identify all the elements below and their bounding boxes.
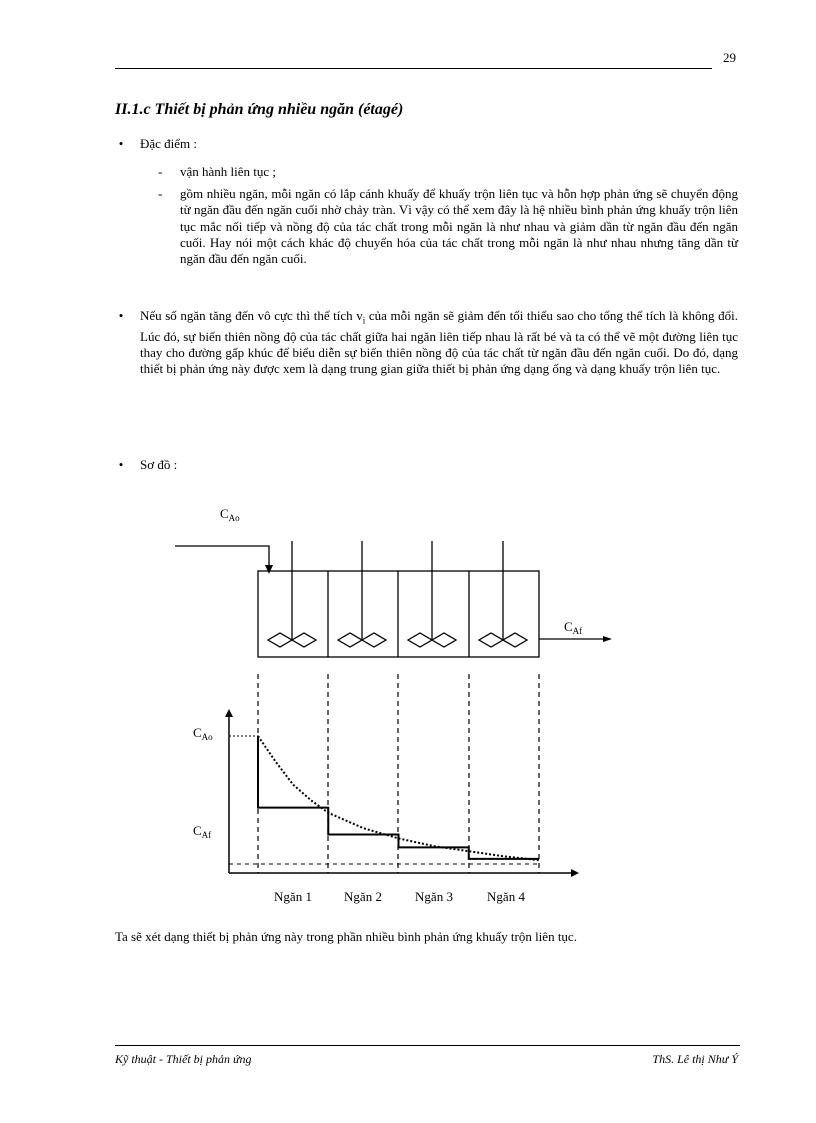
- section-title: II.1.c Thiết bị phản ứng nhiều ngăn (étagé): [115, 101, 404, 118]
- dash-icon: -: [158, 186, 163, 201]
- impeller-icon: [292, 633, 316, 647]
- stirrer-3: [408, 541, 456, 647]
- inlet-label: $C_{Ao}$: [220, 506, 240, 523]
- impeller-icon: [432, 633, 456, 647]
- inlet-pipe: [175, 546, 269, 572]
- compartment-label-1: Ngăn 1: [274, 889, 312, 904]
- stirrer-4: [479, 541, 527, 647]
- bullet-icon: •: [118, 308, 124, 323]
- y-label-caf: $C_{Af}$: [193, 823, 212, 840]
- y-label-cao: $C_{Ao}$: [193, 725, 213, 742]
- diagram-heading: Sơ đồ :: [140, 457, 178, 472]
- impeller-icon: [479, 633, 503, 647]
- footer-right: ThS. Lê thị Như Ý: [652, 1052, 738, 1066]
- infinite-paragraph: Nếu số ngăn tăng đến vô cực thì thể tích $v_i$ của mỗi ngăn sẽ giảm đến tối thiểu sao cho tổng thể tích là không đổi. Lúc đó, sự biến thiên nồng độ của tác chất giữa hai ngăn liên tiếp nhau là rất bé và ta có thể vẽ một đường liên tục thay cho đường gấp khúc để biểu diễn sự biến thiên nồng độ của tác chất từ ngăn đầu đến ngăn cuối. Do đó, dạng thiết bị phản ứng này được xem là dạng trung gian giữa thiết bị phản ứng dạng ống và dạng khuấy trộn liên tục.: [140, 308, 738, 377]
- feature-item-1: vận hành liên tục ;: [180, 164, 277, 179]
- outlet-label: $C_{Af}$: [564, 619, 583, 636]
- impeller-icon: [362, 633, 386, 647]
- impeller-icon: [408, 633, 432, 647]
- compartment-label-4: Ngăn 4: [487, 889, 525, 904]
- footer-rule: [115, 1045, 740, 1046]
- outlet-arrow-icon: [603, 636, 612, 642]
- compartment-label-2: Ngăn 2: [344, 889, 382, 904]
- stirrer-2: [338, 541, 386, 647]
- footer-left: Kỹ thuật - Thiết bị phản ứng: [115, 1052, 252, 1066]
- impeller-icon: [338, 633, 362, 647]
- inlet-arrow-icon: [265, 565, 273, 574]
- staircase-concentration-curve: [258, 736, 539, 859]
- bullet-icon: •: [118, 457, 124, 472]
- closing-text: Ta sẽ xét dạng thiết bị phản ứng này trong phần nhiều bình phản ứng khuấy trộn liên tục.: [115, 929, 577, 944]
- compartment-label-3: Ngăn 3: [415, 889, 453, 904]
- features-heading: Đặc điểm :: [140, 136, 198, 151]
- dash-icon: -: [158, 164, 163, 179]
- y-axis-arrow-icon: [225, 709, 233, 717]
- page-number: 29: [723, 50, 736, 65]
- impeller-icon: [503, 633, 527, 647]
- feature-item-2: gồm nhiều ngăn, mỗi ngăn có lắp cánh khuấy để khuấy trộn liên tục và hỗn hợp phản ứng sẽ chuyển động từ ngăn đầu đến ngăn cuối nhờ chảy tràn. Vì vậy có thể xem đây là hệ nhiều bình phản ứng khuấy trộn liên tục mắc nối tiếp và nồng độ của tác chất trong mỗi ngăn là như nhau và giảm dần từ ngăn đầu đến ngăn cuối. Hay nói một cách khác độ chuyển hóa của tác chất trong mỗi ngăn là như nhau nhưng tăng dần từ ngăn đầu đến ngăn cuối.: [180, 186, 738, 267]
- stirrer-1: [268, 541, 316, 647]
- impeller-icon: [268, 633, 292, 647]
- x-axis-arrow-icon: [571, 869, 579, 877]
- bullet-icon: •: [118, 136, 124, 151]
